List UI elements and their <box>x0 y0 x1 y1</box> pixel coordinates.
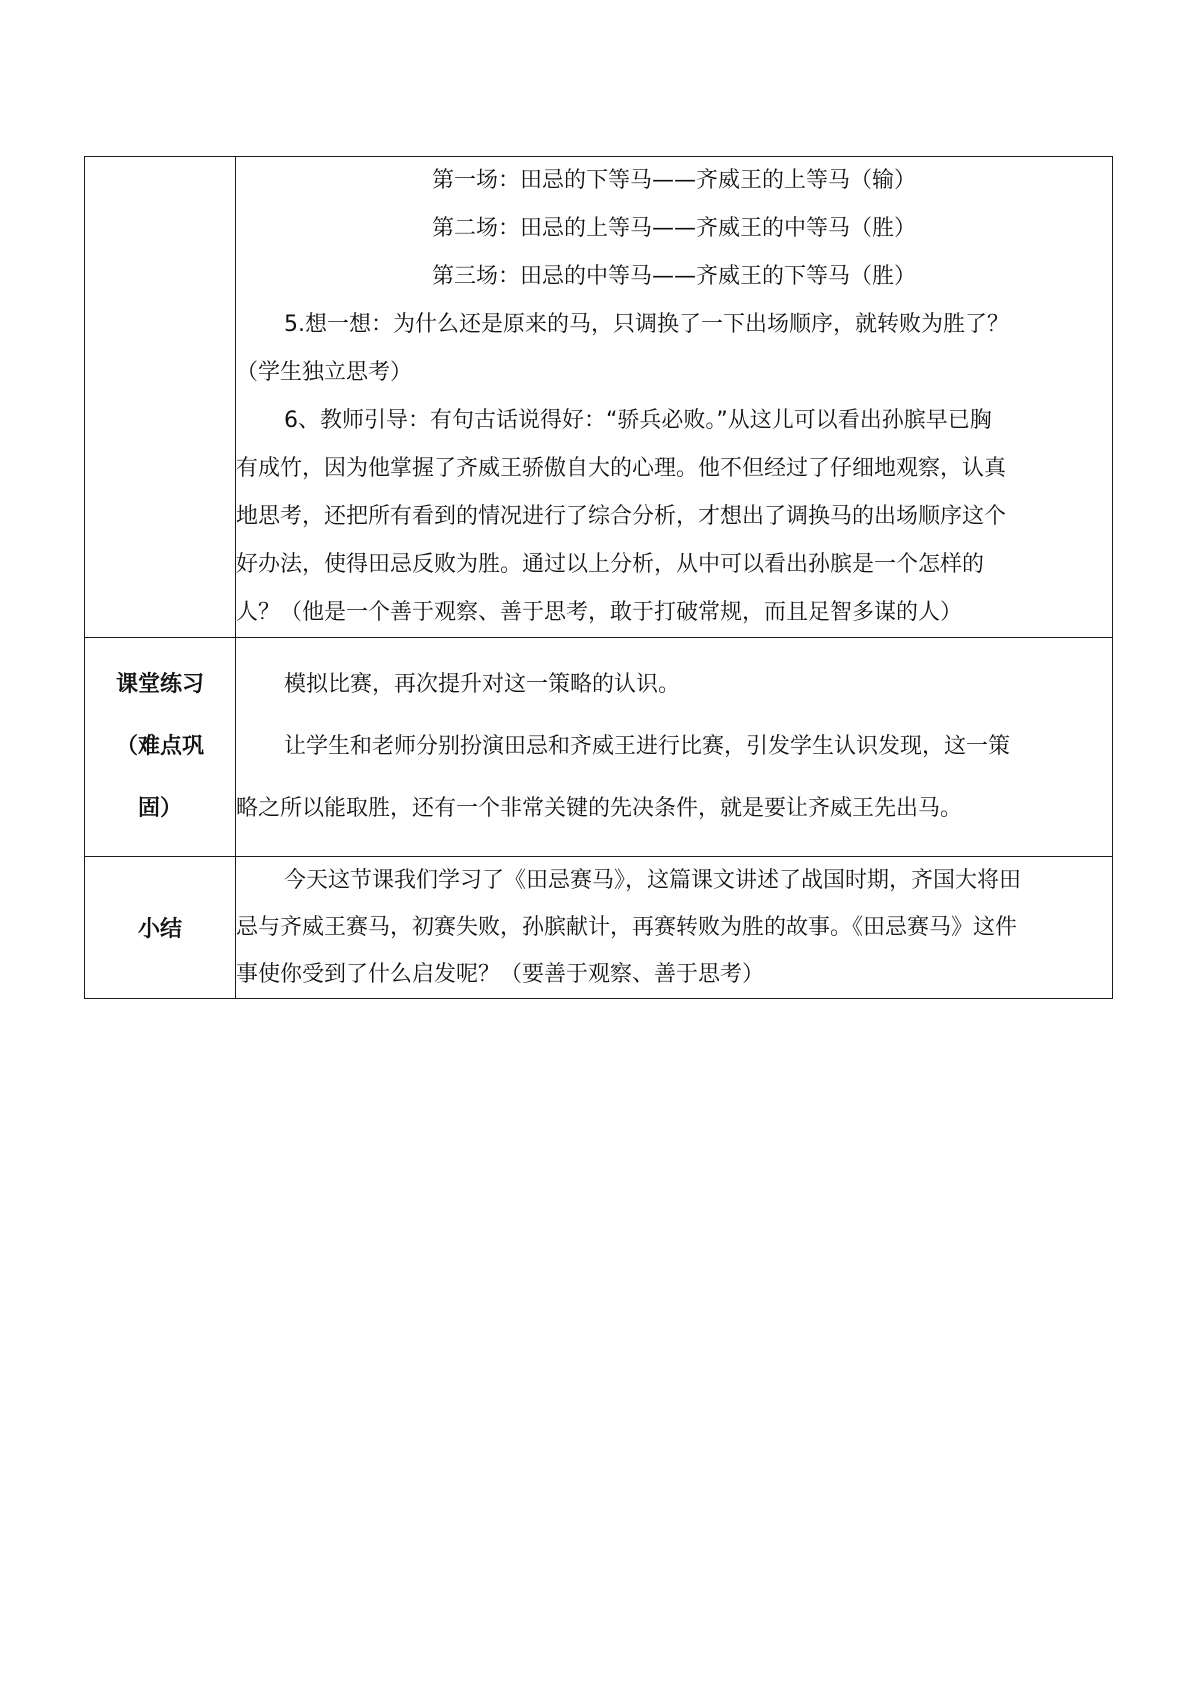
guide-line-1: 6、教师引导：有句古话说得好：“骄兵必败。”从这儿可以看出孙膑早已胸 <box>284 408 992 433</box>
summary-label-text: 小结 <box>137 917 182 942</box>
practice-line-2: 让学生和老师分别扮演田忌和齐威王进行比赛，引发学生认识发现，这一策 <box>284 734 1011 759</box>
classroom-practice-label <box>85 638 236 857</box>
teaching-process-cell <box>236 157 1113 638</box>
guide-line-2: 有成竹，因为他掌握了齐威王骄傲自大的心理。他不但经过了仔细地观察，认真 <box>236 456 1007 481</box>
table-row <box>85 638 1113 857</box>
summary-label <box>85 857 236 999</box>
match-line-2: 第二场：田忌的上等马——齐威王的中等马（胜） <box>431 216 916 241</box>
classroom-practice-cell <box>236 638 1113 857</box>
table-row <box>85 857 1113 999</box>
row-label-empty <box>85 157 236 638</box>
match-line-1: 第一场：田忌的下等马——齐威王的上等马（输） <box>431 168 916 193</box>
guide-line-3: 地思考，还把所有看到的情况进行了综合分析，才想出了调换马的出场顺序这个 <box>236 504 1007 529</box>
summary-line-1: 今天这节课我们学习了《田忌赛马》，这篇课文讲述了战国时期，齐国大将田 <box>284 868 1022 893</box>
label-line-3: 固） <box>137 796 182 821</box>
label-line-2: （难点巩 <box>115 734 204 759</box>
summary-line-3: 事使你受到了什么启发呢？（要善于观察、善于思考） <box>236 962 765 987</box>
label-line-1: 课堂练习 <box>115 672 204 697</box>
table-row <box>85 157 1113 638</box>
summary-cell <box>236 857 1113 999</box>
question-line-2: （学生独立思考） <box>236 360 413 385</box>
practice-line-3: 略之所以能取胜，还有一个非常关键的先决条件，就是要让齐威王先出马。 <box>236 796 963 821</box>
summary-line-2: 忌与齐威王赛马，初赛失败，孙膑献计，再赛转败为胜的故事。《田忌赛马》这件 <box>236 915 1018 940</box>
question-line-1: 5.想一想：为什么还是原来的马，只调换了一下出场顺序，就转败为胜了？ <box>284 312 1009 337</box>
guide-line-4: 好办法，使得田忌反败为胜。通过以上分析，从中可以看出孙膑是一个怎样的 <box>236 552 985 577</box>
practice-line-1: 模拟比赛，再次提升对这一策略的认识。 <box>284 672 681 697</box>
lesson-plan-table <box>84 156 1113 999</box>
match-line-3: 第三场：田忌的中等马——齐威王的下等马（胜） <box>431 264 916 289</box>
guide-line-5: 人？（他是一个善于观察、善于思考，敢于打破常规，而且足智多谋的人） <box>236 600 963 625</box>
